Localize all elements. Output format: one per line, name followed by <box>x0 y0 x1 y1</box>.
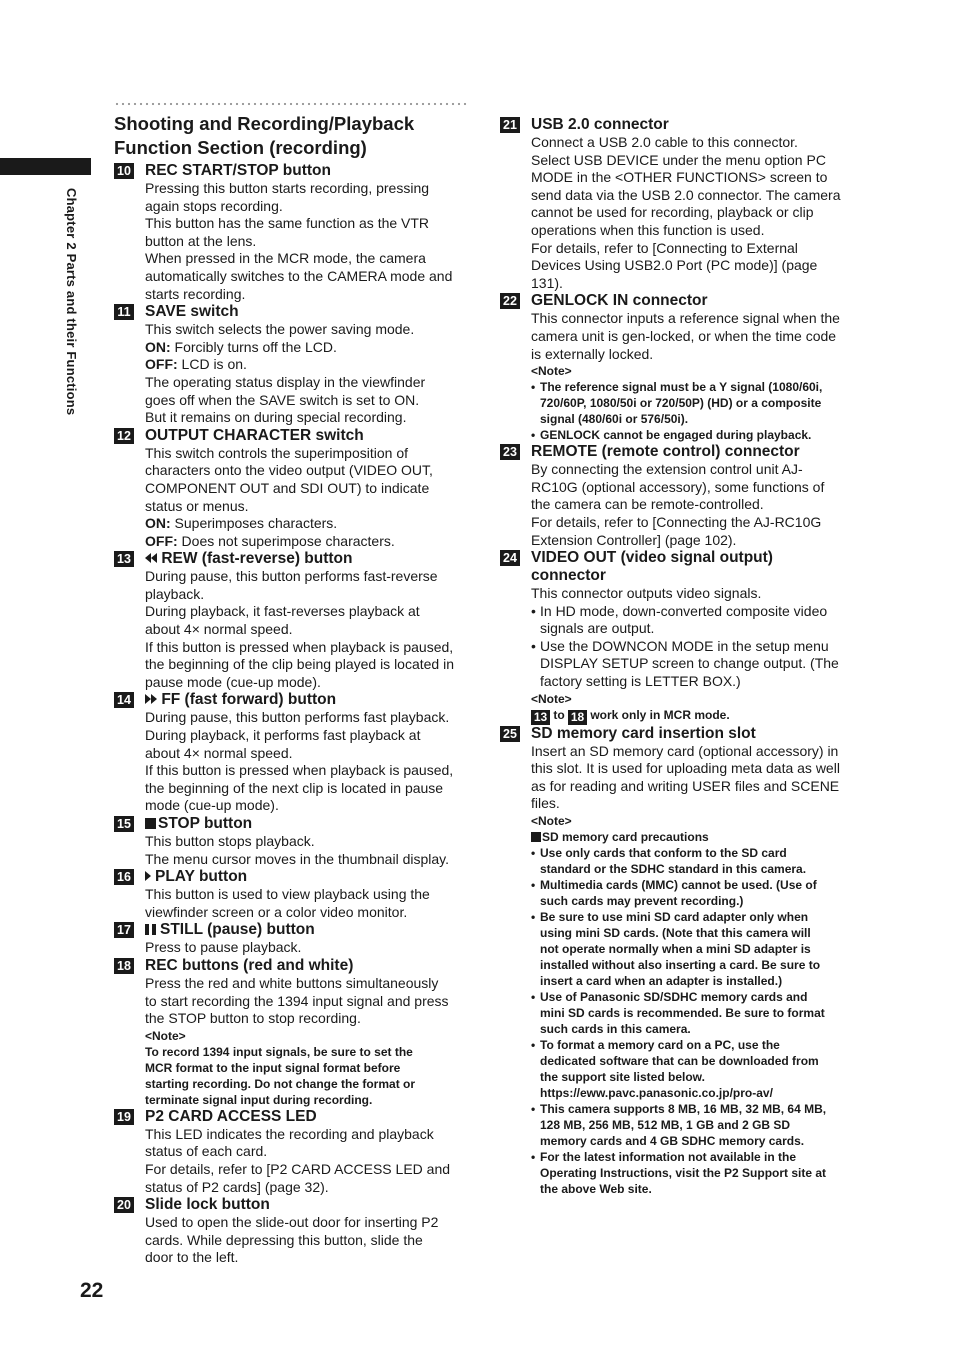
body-line: Extension Controller] (page 102). <box>531 531 737 548</box>
body-line: camera unit is gen-locked, or when the time code <box>531 327 837 344</box>
note-bullet: • Multimedia cards (MMC) cannot be used. (Use of <box>531 877 860 893</box>
body-line: files. <box>531 795 560 812</box>
option-label: ON: <box>145 515 171 532</box>
body-line: MODE in the <OTHER FUNCTIONS> screen to <box>531 169 828 186</box>
note-line: dedicated software that can be downloaded from <box>540 1054 819 1069</box>
body-line: as for reading and writing USER files and SCENE <box>531 777 840 794</box>
chapter-label-vertical <box>64 188 84 478</box>
body-line: Devices Using USB2.0 Port (PC mode)] (page <box>531 257 818 274</box>
item-video-out-connector <box>500 549 860 725</box>
item-save-switch <box>114 303 472 427</box>
body-line: During pause, this button performs fast playback. <box>145 709 450 726</box>
square-bullet-icon <box>531 832 541 842</box>
item-number-badge: 23 <box>500 444 520 460</box>
item-title <box>145 868 472 886</box>
rewind-icon <box>151 553 157 563</box>
option-on <box>145 515 472 533</box>
body-line: Press the red and white buttons simultaneously <box>145 974 439 991</box>
body-line: the STOP button to stop recording. <box>145 1010 361 1027</box>
option-text: LCD is on. <box>177 356 247 373</box>
note-line: memory cards and 4 GB SDHC memory cards. <box>540 1134 805 1149</box>
item-number-badge: 19 <box>114 1109 134 1125</box>
note-line: 128 MB, 256 MB, 512 MB, 1 GB and 2 GB SD <box>540 1118 791 1133</box>
note-line: installed without also inserting a card. Be sure to <box>540 958 821 973</box>
body-line: For details, refer to [Connecting the AJ-RC10G <box>531 513 822 530</box>
item-title: REC START/STOP button <box>145 162 331 179</box>
chapter-label: Chapter 2 Parts and their Functions <box>64 188 79 416</box>
body-line: button at the lens. <box>145 232 257 249</box>
body-line: The menu cursor moves in the thumbnail display. <box>145 850 449 867</box>
item-title: P2 CARD ACCESS LED <box>145 1107 317 1125</box>
right-column <box>500 116 860 1197</box>
page-number: 22 <box>80 1279 104 1302</box>
note-text: to <box>550 707 568 722</box>
item-title-line-2: connector <box>531 567 606 585</box>
note-bullet: • Be sure to use mini SD card adapter only when <box>531 909 860 925</box>
body-line: This switch controls the superimposition of <box>145 444 408 461</box>
note-line: To record 1394 input signals, be sure to set the <box>145 1044 413 1059</box>
section-title-line-1: Shooting and Recording/Playback <box>114 113 415 134</box>
body-line: viewfinder screen or a color video monitor. <box>145 903 408 920</box>
note-line: standard or the SDHC standard in this camera. <box>540 862 807 877</box>
section-title <box>114 112 472 160</box>
body-line: COMPONENT OUT and SDI OUT) to indicate <box>145 479 430 496</box>
note-line: the support site listed below. <box>540 1070 705 1085</box>
body-line: the beginning of the next clip is located in pause <box>145 779 444 796</box>
note-line: such cards may prevent recording.) <box>540 894 744 909</box>
body-line: Select USB DEVICE under the menu option PC <box>531 151 826 168</box>
option-off <box>145 533 472 551</box>
item-play-button <box>114 868 472 921</box>
note-bullet: • For the latest information not available in the <box>531 1149 860 1165</box>
bullet-line: • In HD mode, down-converted composite video <box>531 603 860 621</box>
note-number-badge: 18 <box>568 710 587 725</box>
item-rec-start-stop <box>114 162 472 303</box>
body-line: This switch selects the power saving mode. <box>145 321 415 338</box>
option-off <box>145 356 472 374</box>
body-line: the beginning of the clip being played is located in <box>145 656 454 673</box>
body-line: This button stops playback. <box>145 833 315 849</box>
body-line: This LED indicates the recording and playback <box>145 1125 434 1142</box>
note-line: 720/60P, 1080/50i or 720/50P) (HD) or a composite <box>540 396 822 411</box>
body-line: Pressing this button starts recording, pressing <box>145 180 430 196</box>
body-line: Used to open the slide-out door for inserting P2 <box>145 1214 439 1231</box>
item-title: USB 2.0 connector <box>531 116 669 133</box>
item-title-text: FF (fast forward) button <box>161 691 337 709</box>
body-line: door to the left. <box>145 1249 239 1266</box>
item-ff-button <box>114 691 472 815</box>
item-number-badge: 20 <box>114 1197 134 1213</box>
item-title: SD memory card insertion slot <box>531 724 756 742</box>
note-line: MCR format to the input signal format before <box>145 1060 401 1075</box>
body-line: this slot. It is used for uploading meta data as well <box>531 760 840 777</box>
item-slide-lock-button <box>114 1196 472 1267</box>
note-line: mini SD cards is recommended. Be sure to format <box>540 1006 825 1021</box>
body-line: factory setting is LETTER BOX.) <box>540 673 741 690</box>
option-text: Forcibly turns off the LCD. <box>170 338 337 355</box>
item-title: REC buttons (red and white) <box>145 956 354 974</box>
item-title: SAVE switch <box>145 303 239 321</box>
item-title: GENLOCK IN connector <box>531 292 708 310</box>
support-site-url: https://eww.pavc.panasonic.co.jp/pro-av/ <box>540 1086 773 1101</box>
body-line: During playback, it fast-reverses playback at <box>145 603 420 620</box>
body-line: playback. <box>145 585 205 602</box>
body-line: again stops recording. <box>145 197 283 214</box>
item-number-badge: 25 <box>500 726 520 742</box>
item-title <box>145 921 472 939</box>
note-bullet: • The reference signal must be a Y signal (1080/60i, <box>531 379 860 395</box>
item-number-badge: 13 <box>114 551 134 567</box>
item-number-badge: 17 <box>114 922 134 938</box>
item-title-text: REW (fast-reverse) button <box>161 550 353 568</box>
note-line: terminate signal input during recording. <box>145 1092 373 1107</box>
body-line: But it remains on during special recording. <box>145 409 407 426</box>
note-bullet: • This camera supports 8 MB, 16 MB, 32 MB, 64 MB, <box>531 1101 860 1117</box>
item-number-badge: 24 <box>500 550 520 566</box>
body-line: characters onto the video output (VIDEO OUT, <box>145 462 433 479</box>
option-on <box>145 339 472 357</box>
note-bullet: • Use only cards that conform to the SD card <box>531 845 860 861</box>
item-title: VIDEO OUT (video signal output) <box>531 549 773 567</box>
precaution-title-text: SD memory card precautions <box>542 830 709 845</box>
item-number-badge: 15 <box>114 816 134 832</box>
chapter-tab-bar <box>0 158 91 175</box>
body-line: This button is used to view playback using the <box>145 886 430 903</box>
body-line: During pause, this button performs fast-reverse <box>145 568 438 585</box>
item-title: REMOTE (remote control) connector <box>531 443 800 461</box>
body-line: Connect a USB 2.0 cable to this connector. <box>531 134 798 150</box>
body-line: For details, refer to [P2 CARD ACCESS LED and <box>145 1160 451 1177</box>
section-title-line-2: Function Section (recording) <box>114 137 367 158</box>
item-output-character-switch <box>114 427 472 551</box>
item-genlock-connector <box>500 292 860 443</box>
note-line: not operate normally when a mini SD adapter is <box>540 942 811 957</box>
note-number-badge: 13 <box>531 710 550 725</box>
stop-icon <box>145 818 156 829</box>
item-title-text: STILL (pause) button <box>160 921 315 939</box>
bullet-line: • Use the DOWNCON MODE in the setup menu <box>531 638 860 656</box>
item-number-badge: 21 <box>500 117 520 133</box>
body-line: is externally locked. <box>531 345 654 362</box>
body-line: about 4× normal speed. <box>145 744 293 761</box>
item-remote-connector <box>500 443 860 549</box>
fast-forward-icon <box>151 694 157 704</box>
body-line: If this button is pressed when playback is paused, <box>145 638 454 655</box>
option-label: OFF: <box>145 356 178 373</box>
body-line: pause mode (cue-up mode). <box>145 673 321 690</box>
body-line: By connecting the extension control unit AJ- <box>531 461 803 478</box>
note-line: starting recording. Do not change the format or <box>145 1076 416 1091</box>
body-line: goes off when the SAVE switch is set to ON. <box>145 391 420 408</box>
note-line: insert a card when an adapter is installed.) <box>540 974 783 989</box>
item-p2-card-access-led <box>114 1108 472 1196</box>
body-line: This connector outputs video signals. <box>531 585 762 602</box>
body-line: to start recording the 1394 input signal and press <box>145 992 449 1009</box>
option-text: Superimposes characters. <box>170 515 338 532</box>
note-line: Operating Instructions, visit the P2 Support site at <box>540 1166 827 1181</box>
option-text: Does not superimpose characters. <box>177 532 395 549</box>
note-line: such cards in this camera. <box>540 1022 691 1037</box>
body-line: operations when this function is used. <box>531 221 765 238</box>
body-line: 131). <box>531 274 563 291</box>
item-number-badge: 10 <box>114 163 134 179</box>
body-line: the camera can be remote-controlled. <box>531 496 764 513</box>
body-line: This button has the same function as the VTR <box>145 215 430 232</box>
precaution-title <box>531 829 860 845</box>
item-still-button <box>114 921 472 957</box>
item-stop-button <box>114 815 472 868</box>
item-number-badge: 11 <box>114 304 134 320</box>
body-line: status of P2 cards] (page 32). <box>145 1178 329 1195</box>
item-title <box>145 815 472 833</box>
item-rew-button <box>114 550 472 691</box>
note-bullet: • GENLOCK cannot be engaged during playback. <box>531 427 860 443</box>
note-label: <Note> <box>531 691 572 706</box>
body-line: cards. While depressing this button, slide the <box>145 1231 423 1248</box>
section-dotted-rule <box>114 102 468 106</box>
item-number-badge: 16 <box>114 869 134 885</box>
item-title-text: PLAY button <box>155 868 248 886</box>
body-line: about 4× normal speed. <box>145 621 293 638</box>
item-number-badge: 22 <box>500 293 520 309</box>
body-line: DISPLAY SETUP screen to change output. (The <box>540 655 839 672</box>
body-line: mode (cue-up mode). <box>145 797 279 814</box>
item-title <box>145 691 472 709</box>
note-label: <Note> <box>145 1028 186 1043</box>
note-line: signal (480/60i or 576/50i). <box>540 412 689 427</box>
play-icon <box>145 871 151 881</box>
body-line: signals are output. <box>540 620 655 637</box>
note-bullet: • To format a memory card on a PC, use the <box>531 1037 860 1053</box>
note-line: the above Web site. <box>540 1182 652 1197</box>
item-title <box>145 550 472 568</box>
pause-icon <box>145 924 156 935</box>
body-line: If this button is pressed when playback is paused, <box>145 762 454 779</box>
note-line: using mini SD cards. (Note that this camera will <box>540 926 811 941</box>
item-title-text: STOP button <box>158 815 253 832</box>
body-line: When pressed in the MCR mode, the camera <box>145 250 426 267</box>
note-label: <Note> <box>531 364 572 379</box>
item-number-badge: 14 <box>114 692 134 708</box>
body-line: cannot be used for recording, playback or clip <box>531 204 814 221</box>
body-line: During playback, it performs fast playback at <box>145 727 421 744</box>
note-bullet: • Use of Panasonic SD/SDHC memory cards and <box>531 989 860 1005</box>
note-line <box>531 707 860 725</box>
item-number-badge: 18 <box>114 958 134 974</box>
item-title: OUTPUT CHARACTER switch <box>145 426 364 444</box>
item-sd-card-slot <box>500 725 860 1197</box>
body-line: status or menus. <box>145 497 249 514</box>
note-label: <Note> <box>531 814 572 829</box>
body-line: starts recording. <box>145 285 246 302</box>
body-line: status of each card. <box>145 1143 268 1160</box>
body-line: This connector inputs a reference signal when the <box>531 310 840 327</box>
item-rec-buttons <box>114 957 472 1108</box>
body-line: For details, refer to [Connecting to External <box>531 239 798 256</box>
item-number-badge: 12 <box>114 428 134 444</box>
left-column <box>114 112 472 1267</box>
body-line: Insert an SD memory card (optional accessory) in <box>531 742 839 759</box>
item-title: Slide lock button <box>145 1196 270 1214</box>
body-line: automatically switches to the CAMERA mode and <box>145 267 453 284</box>
item-usb-connector <box>500 116 860 292</box>
body-line: Press to pause playback. <box>145 939 302 956</box>
note-text: work only in MCR mode. <box>587 707 730 722</box>
option-label: OFF: <box>145 532 178 549</box>
body-line: The operating status display in the viewfinder <box>145 373 426 390</box>
body-line: send data via the USB 2.0 connector. The camera <box>531 186 841 203</box>
body-line: RC10G (optional accessory), some functions of <box>531 478 825 495</box>
option-label: ON: <box>145 338 171 355</box>
